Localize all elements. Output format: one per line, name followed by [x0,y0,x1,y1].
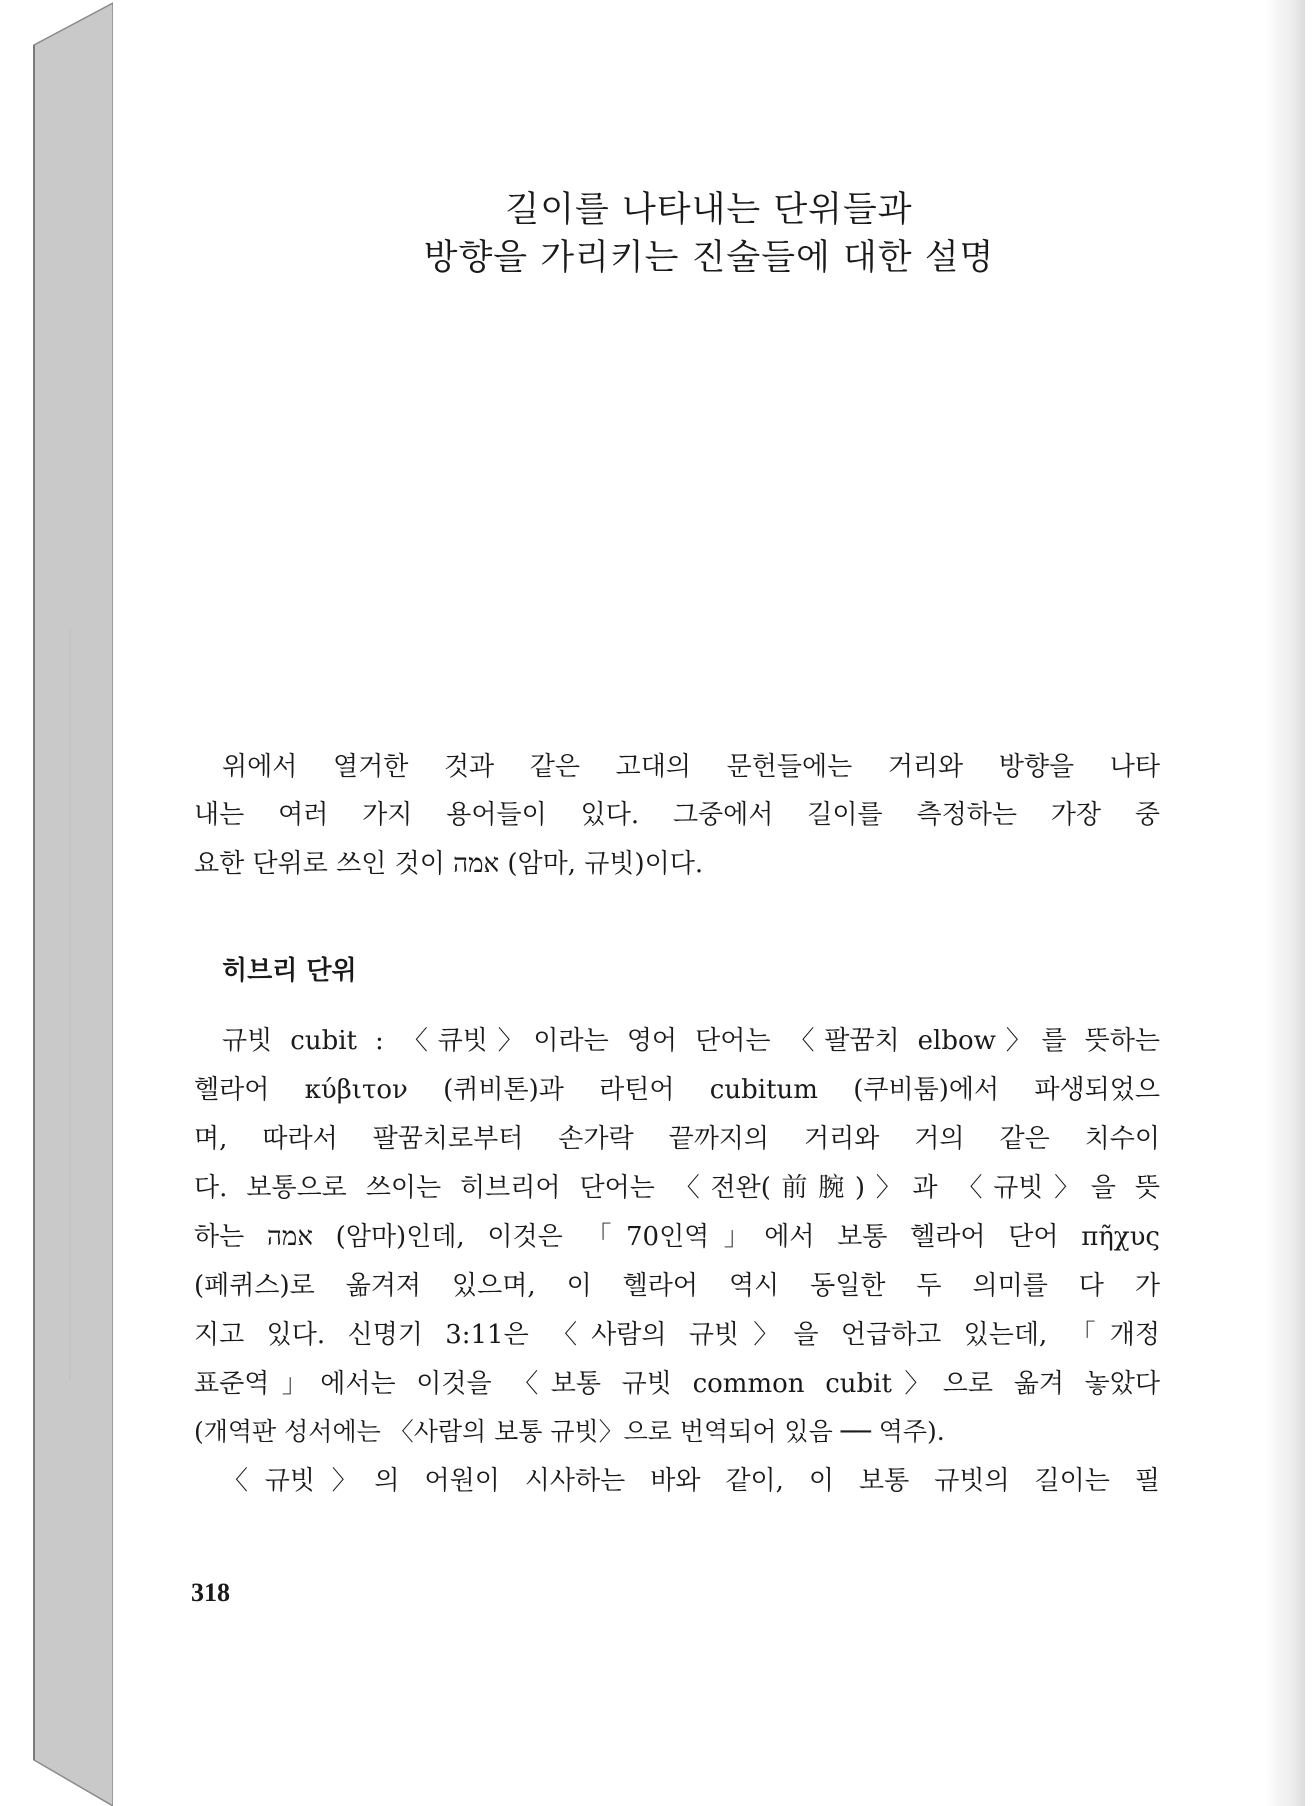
body-line-9: (개역판 성서에는 〈사람의 보통 규빗〉으로 번역되어 있음 ── 역주). [194,1417,945,1446]
book-page [113,0,1305,1806]
body-line-4: 다. 보통으로 쓰이는 히브리어 단어는 〈전완(前腕)〉과 〈규빗〉을 뜻 [194,1173,1160,1203]
section-heading: 히브리 단위 [222,956,357,986]
intro-line-3: 요한 단위로 쓰인 것이 אמה (암마, 규빗)이다. [194,849,704,879]
body-line-6: (페퀴스)로 옮겨져 있으며, 이 헬라어 역시 동일한 두 의미를 다 가 [194,1271,1160,1301]
intro-line-1: 위에서 열거한 것과 같은 고대의 문헌들에는 거리와 방향을 나타 [222,752,1160,782]
chapter-title-line-2: 방향을 가리키는 진술들에 대한 설명 [423,238,995,278]
body-line-1: 규빗 cubit : 〈큐빗〉이라는 영어 단어는 〈팔꿈치 elbow〉를 뜻하는 [222,1026,1160,1056]
body-line-3: 며, 따라서 팔꿈치로부터 손가락 끝까지의 거리와 거의 같은 치수이 [194,1124,1160,1154]
page-number: 318 [191,1578,230,1607]
chapter-title-line-1: 길이를 나타내는 단위들과 [505,190,913,230]
body-line-5: 하는 אמה (암마)인데, 이것은 「70인역」에서 보통 헬라어 단어 πῆχυς [194,1222,1160,1252]
body-line-8: 표준역」에서는 이것을 〈보통 규빗 common cubit〉으로 옮겨 놓았다 [194,1369,1160,1399]
body-line-2: 헬라어 κύβιτον (퀴비톤)과 라틴어 cubitum (쿠비툼)에서 파생되었으 [194,1075,1160,1105]
body-line-7: 지고 있다. 신명기 3:11은 〈사람의 규빗〉을 언급하고 있는데, 「개정 [194,1320,1160,1350]
body-line-10: 〈규빗〉의 어원이 시사하는 바와 같이, 이 보통 규빗의 길이는 필 [222,1466,1160,1496]
intro-line-2: 내는 여러 가지 용어들이 있다. 그중에서 길이를 측정하는 가장 중 [194,800,1160,830]
